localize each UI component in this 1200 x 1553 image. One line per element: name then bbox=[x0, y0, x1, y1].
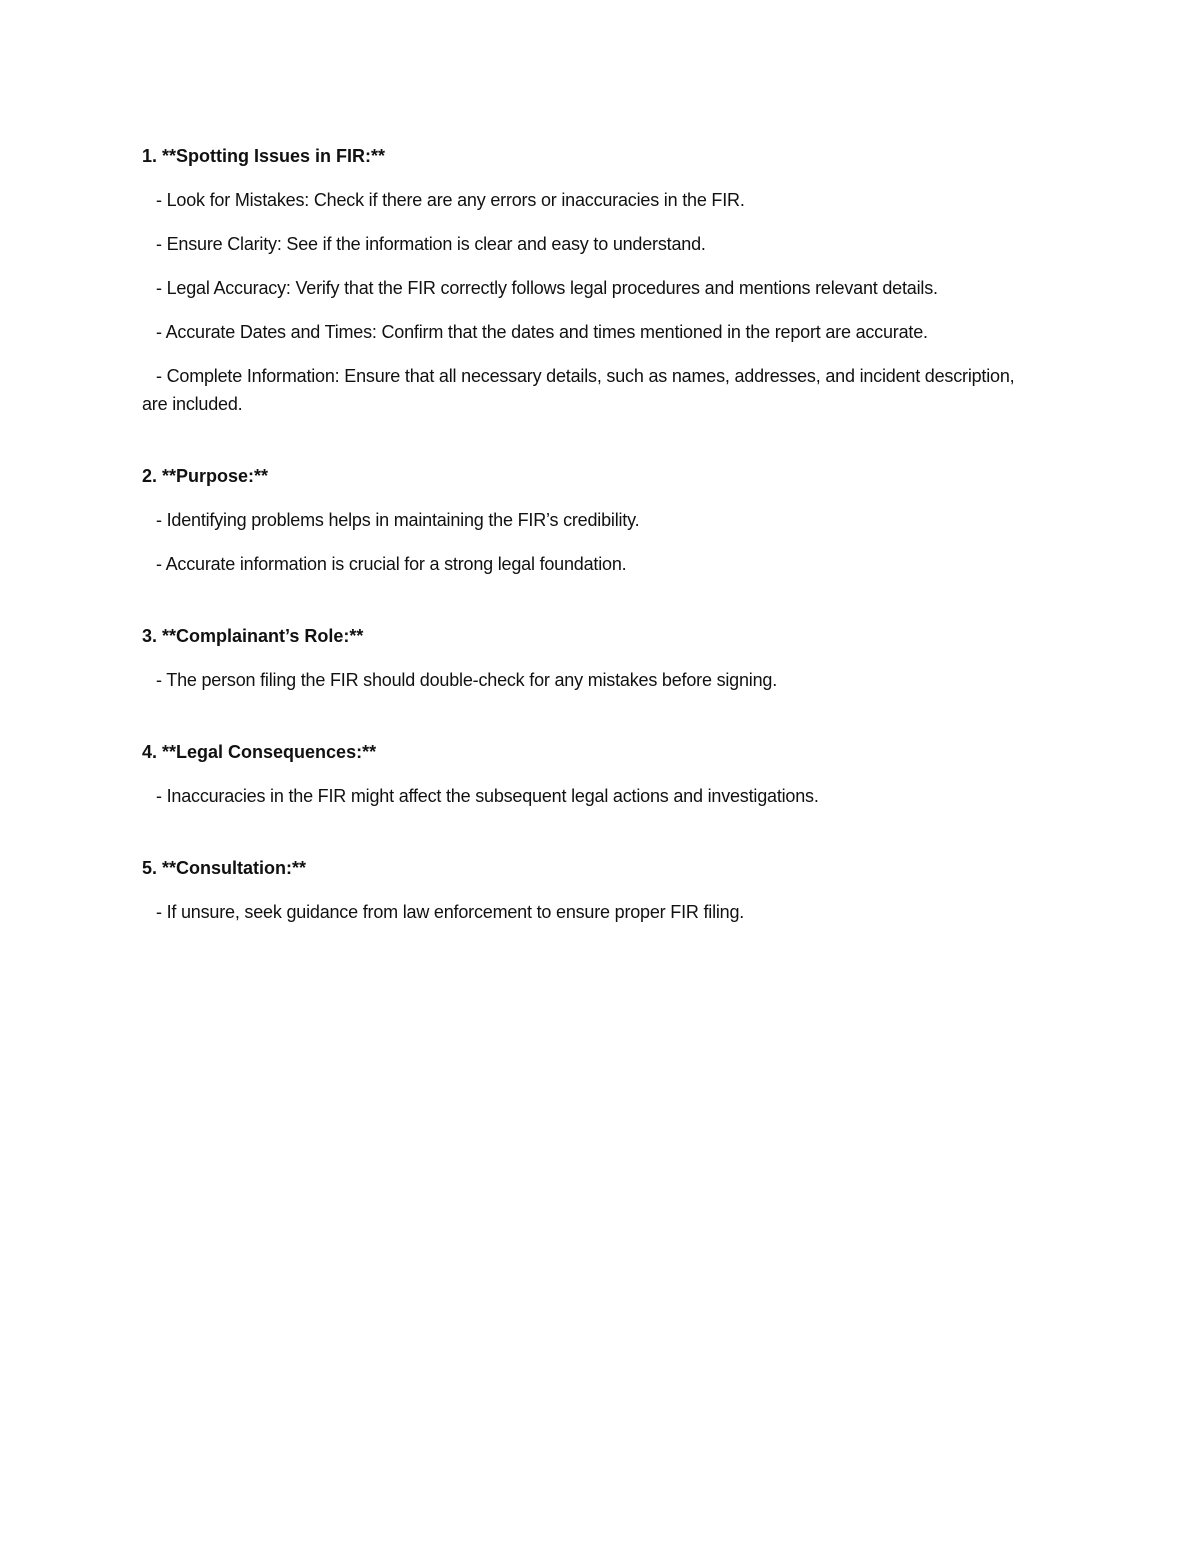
list-item: - Inaccuracies in the FIR might affect the subsequent legal actions and investigations. bbox=[156, 786, 819, 806]
list-item: - The person filing the FIR should double-check for any mistakes before signing. bbox=[156, 670, 778, 690]
section-heading: 3. **Complainant’s Role:** bbox=[142, 626, 364, 646]
list-item: - Look for Mistakes: Check if there are any errors or inaccuracies in the FIR. bbox=[156, 190, 745, 210]
section-complainants-role bbox=[142, 622, 1042, 694]
section-purpose bbox=[142, 462, 1042, 578]
section-spotting-issues bbox=[142, 142, 1042, 418]
document-body bbox=[142, 142, 1042, 970]
list-item: - Ensure Clarity: See if the information is clear and easy to understand. bbox=[156, 234, 706, 254]
list-item: - Accurate Dates and Times: Confirm that the dates and times mentioned in the report are accurate. bbox=[156, 322, 928, 342]
section-legal-consequences bbox=[142, 738, 1042, 810]
section-consultation bbox=[142, 854, 1042, 926]
list-item: - Accurate information is crucial for a strong legal foundation. bbox=[156, 554, 627, 574]
section-heading: 2. **Purpose:** bbox=[142, 466, 269, 486]
section-heading: 5. **Consultation:** bbox=[142, 858, 307, 878]
list-item: - Identifying problems helps in maintaining the FIR’s credibility. bbox=[156, 510, 640, 530]
section-heading: 4. **Legal Consequences:** bbox=[142, 742, 377, 762]
section-heading: 1. **Spotting Issues in FIR:** bbox=[142, 146, 386, 166]
list-item: - Legal Accuracy: Verify that the FIR correctly follows legal procedures and mentions relevant details. bbox=[156, 278, 938, 298]
list-item: - If unsure, seek guidance from law enforcement to ensure proper FIR filing. bbox=[156, 902, 745, 922]
list-item: - Complete Information: Ensure that all necessary details, such as names, addresses, and incident description, are included. bbox=[142, 366, 1015, 414]
